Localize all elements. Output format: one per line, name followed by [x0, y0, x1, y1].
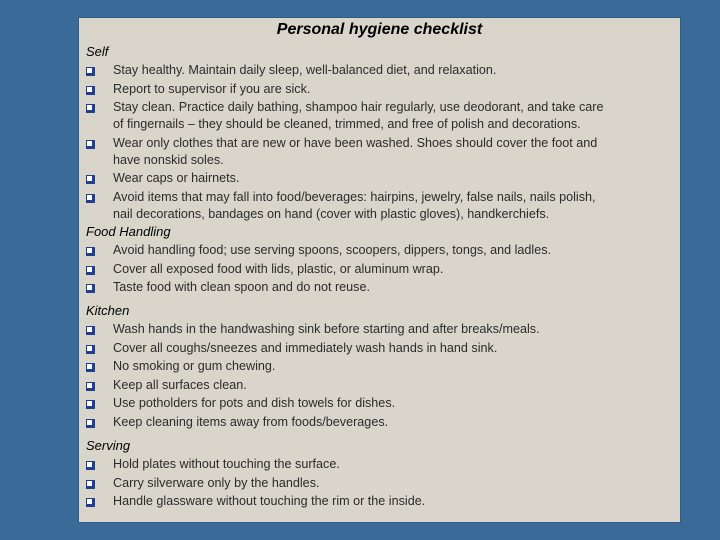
section-heading-food-handling: Food Handling [86, 224, 171, 239]
checklist-item-text: Handle glassware without touching the rim or the inside. [113, 494, 426, 508]
checklist-item [86, 135, 674, 169]
section-heading-serving: Serving [86, 438, 131, 453]
checklist-item-text: Cover all exposed food with lids, plastic, or aluminum wrap. [113, 261, 444, 276]
checklist-item [86, 189, 674, 223]
checklist-item-text: Wear only clothes that are new or have been washed. Shoes should cover the foot and [113, 135, 598, 150]
checkbox-bullet-icon [86, 194, 95, 203]
checklist-item-text: Use potholders for pots and dish towels for dishes. [113, 396, 396, 410]
checklist-item-text: Avoid handling food; use serving spoons, scoopers, dippers, tongs, and ladles. [113, 243, 552, 257]
checklist-item [86, 493, 674, 510]
checklist-item-text: Stay healthy. Maintain daily sleep, well-balanced diet, and relaxation. [113, 63, 497, 77]
page-title: Personal hygiene checklist [276, 21, 483, 38]
checklist-item-text: Cover all coughs/sneezes and immediately wash hands in hand sink. [113, 340, 498, 355]
checklist-item-text: nail decorations, bandages on hand (cover with plastic gloves), handkerchiefs. [113, 206, 550, 221]
checklist-item [86, 62, 674, 79]
checkbox-bullet-icon [86, 86, 95, 95]
checkbox-bullet-icon [86, 382, 95, 391]
checkbox-bullet-icon [86, 67, 95, 76]
checkbox-bullet-icon [86, 400, 95, 409]
checklist-item [86, 321, 674, 338]
checklist-slide [78, 17, 681, 523]
checklist-item [86, 395, 674, 412]
checklist-item [86, 340, 674, 357]
checkbox-bullet-icon [86, 247, 95, 256]
checklist-item [86, 377, 674, 394]
checklist-item-text: Keep cleaning items away from foods/beverages. [113, 414, 389, 429]
checkbox-bullet-icon [86, 461, 95, 470]
checkbox-bullet-icon [86, 498, 95, 507]
checklist-item-text: Avoid items that may fall into food/beverages: hairpins, jewelry, false nails, nails polish, [113, 189, 596, 204]
checklist-item-text: Hold plates without touching the surface. [113, 457, 340, 471]
checkbox-bullet-icon [86, 419, 95, 428]
checklist-item-text: Carry silverware only by the handles. [113, 475, 320, 490]
checklist-item [86, 99, 674, 133]
checklist-item-text: Wash hands in the handwashing sink before starting and after breaks/meals. [113, 322, 540, 336]
checklist-item [86, 170, 674, 187]
checklist-item [86, 81, 674, 98]
checkbox-bullet-icon [86, 104, 95, 113]
checkbox-bullet-icon [86, 140, 95, 149]
checklist-item-text: have nonskid soles. [113, 152, 224, 167]
checklist-item [86, 279, 674, 296]
checkbox-bullet-icon [86, 363, 95, 372]
checklist-item-text: Report to supervisor if you are sick. [113, 81, 311, 96]
checklist-item-text: Wear caps or hairnets. [113, 171, 240, 185]
checkbox-bullet-icon [86, 175, 95, 184]
checklist-item [86, 456, 674, 473]
section-heading-self: Self [86, 44, 109, 59]
checkbox-bullet-icon [86, 326, 95, 335]
section-heading-kitchen: Kitchen [86, 303, 130, 318]
checkbox-bullet-icon [86, 345, 95, 354]
checkbox-bullet-icon [86, 266, 95, 275]
checklist-item-text: of fingernails – they should be cleaned, trimmed, and free of polish and decorations. [113, 117, 581, 131]
checklist-item [86, 358, 674, 375]
checklist-item-text: No smoking or gum chewing. [113, 359, 276, 373]
checklist-item [86, 242, 674, 259]
checklist-item [86, 475, 674, 492]
checkbox-bullet-icon [86, 480, 95, 489]
checklist-item [86, 261, 674, 278]
checklist-item-text: Keep all surfaces clean. [113, 377, 247, 392]
checklist-item [86, 414, 674, 431]
checkbox-bullet-icon [86, 284, 95, 293]
checklist-item-text: Taste food with clean spoon and do not reuse. [113, 280, 370, 294]
checklist-item-text: Stay clean. Practice daily bathing, shampoo hair regularly, use deodorant, and take care [113, 100, 604, 114]
